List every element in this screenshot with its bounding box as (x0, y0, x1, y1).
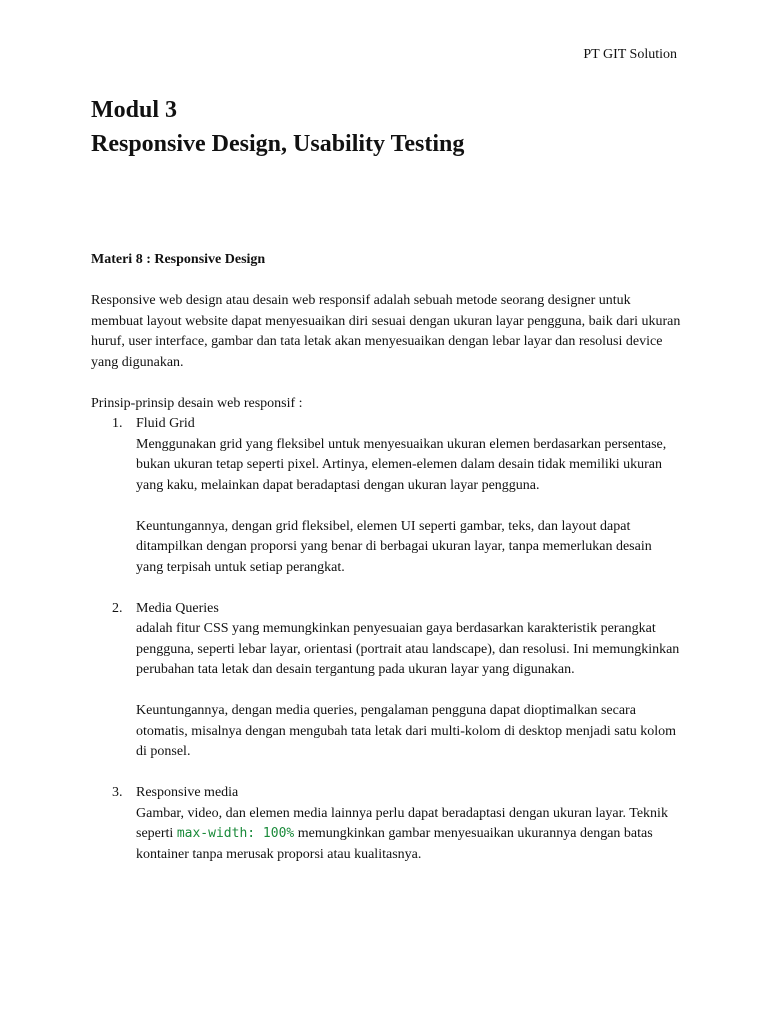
principle-benefit: Keuntungannya, dengan media queries, pengalaman pengguna dapat dioptimalkan secara otomatis, misalnya dengan mengubah tata letak dari multi-kolom di desktop menjadi satu kolom di ponsel. (136, 703, 677, 759)
principle-title: Responsive media (136, 785, 239, 800)
principle-number: 2. (112, 600, 123, 616)
principles-list (91, 414, 681, 865)
spacer (136, 763, 681, 784)
principles-intro: Prinsip-prinsip desain web responsif : (91, 395, 303, 411)
inline-code: max-width: 100% (176, 826, 295, 841)
description-text-before: Gambar, video, dan elemen media lainnya perlu dapat beradaptasi dengan ukuran layar. Teknik seperti (136, 805, 668, 841)
module-title (91, 93, 464, 161)
principle-item (91, 599, 681, 784)
module-title-line1: Modul 3 (91, 97, 178, 123)
spacer (136, 681, 681, 702)
principle-number: 1. (112, 416, 123, 431)
intro-paragraph: Responsive web design atau desain web responsif adalah sebuah metode seorang designer untuk membuat layout website dapat menyesuaikan diri sesuai dengan ukuran layar pengguna, baik dari ukuran huruf, user interface, gambar dan tata letak akan menyesuaikan dengan lebar layar dan resolusi device yang digunakan. (91, 293, 681, 370)
principle-title: Media Queries (136, 600, 219, 616)
spacer (136, 578, 681, 599)
principle-description: adalah fitur CSS yang memungkinkan penyesuaian gaya berdasarkan karakteristik perangkat pengguna, seperti lebar layar, orientasi (portrait atau landscape), dan resolusi. Ini memungkinkan perubahan tata letak dan desain tergantung pada ukuran layar yang digunakan. (136, 621, 680, 677)
principle-title: Fluid Grid (136, 416, 195, 431)
section-heading: Materi 8 : Responsive Design (91, 252, 266, 267)
module-title-line2: Responsive Design, Usability Testing (91, 131, 465, 157)
principle-description (136, 804, 681, 866)
description-text-after: memungkinkan gambar menyesuaikan ukurannya dengan batas kontainer tanpa merusak proporsi atau kualitasnya. (136, 826, 653, 862)
principle-number: 3. (112, 785, 123, 800)
principle-description: Menggunakan grid yang fleksibel untuk menyesuaikan ukuran elemen berdasarkan persentase, bukan ukuran tetap seperti pixel. Artinya, elemen-elemen dalam desain tidak memiliki ukuran yang kaku, melainkan dapat beradaptasi dengan ukuran layar pengguna. (136, 436, 667, 493)
document-content (91, 250, 681, 865)
company-name: PT GIT Solution (583, 47, 677, 62)
principle-benefit: Keuntungannya, dengan grid fleksibel, elemen UI seperti gambar, teks, dan layout dapat ditampilkan dengan proporsi yang benar di berbagai ukuran layar, tanpa memerlukan desain yang terpisah untuk setiap perangkat. (136, 518, 652, 575)
spacer (136, 496, 681, 517)
principle-item (91, 414, 681, 599)
spacer (91, 373, 681, 394)
principle-item (91, 783, 681, 865)
